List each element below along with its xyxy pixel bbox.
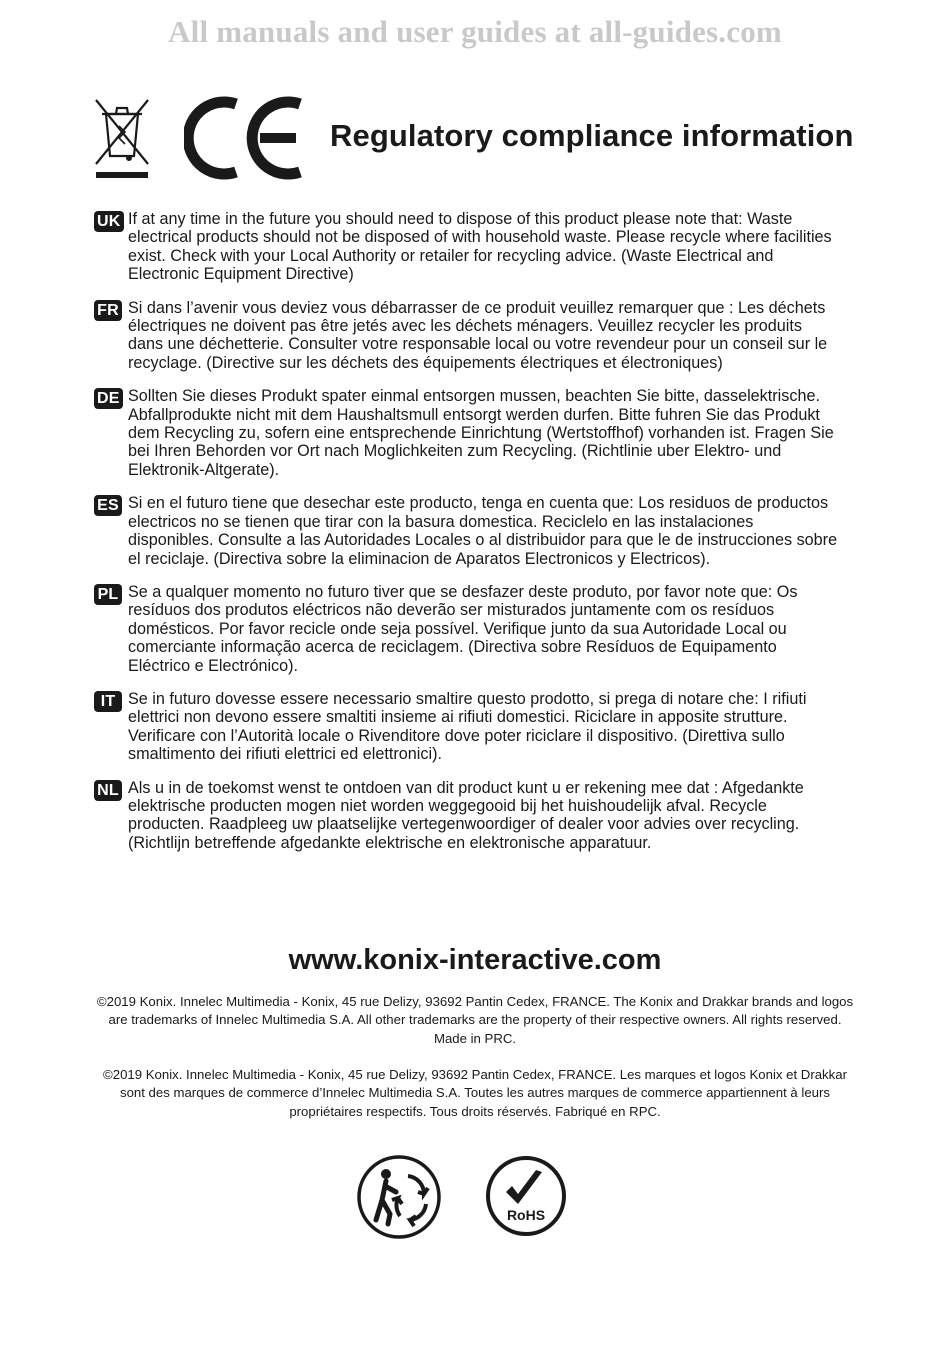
website-url: www.konix-interactive.com [288, 944, 662, 976]
section-fr [94, 299, 839, 373]
header [88, 92, 854, 188]
section-text: Se in futuro dovesse essere necessario smaltire questo prodotto, si prega di notare che: I rifiuti elettrici non devono essere smaltiti insieme ai rifiuti domestici. Riciclare in apposite strutture. Verificare con l’Autorità locale o Rivenditore dove poter riciclare il dispositivo. (Direttiva sullo smaltimento dei rifiuti elettrici ed elettronici). [128, 689, 807, 764]
section-text: Als u in de toekomst wenst te ontdoen van dit product kunt u er rekening mee dat : Afgedankte elektrische producten mogen niet worden weggegooid bij het huishoudelijk afval. Recycle producten. Raadpleeg uw plaatselijke vertegenwoordiger of dealer voor advies over recycling. (Richtlijn betreffende afgedankte elektrische en elektronische apparatuur. [128, 778, 804, 852]
section-text: Si en el futuro tiene que desechar este producto, tenga en cuenta que: Los residuos de productos electricos no se tienen que tirar con la basura domestica. Reciclelo en las instalaciones disponibles. Consulte a las Autoridades Locales o al distribuidor para que le de instrucciones sobre el reciclaje. (Directiva sobre la eliminacion de Aparatos Electronicos y Electricos). [128, 494, 838, 568]
language-badge: FR [94, 300, 122, 321]
section-text: Si dans l’avenir vous deviez vous débarrasser de ce produit veuillez remarquer que : Les déchets électriques ne doivent pas être jetés avec les déchets ménagers. Veuillez recycler les produits dans une déchetterie. Consulter votre responsable local ou votre revendeur pour un conseil sur le recyclage. (Directive sur les déchets des équipements électriques et électroniques) [128, 298, 828, 372]
section-text: Se a qualquer momento no futuro tiver que se desfazer deste produto, por favor note que: Os resíduos dos produtos eléctricos não deverão ser misturados juntamente com os resíduos domésticos. Por favor recicle onde seja possível. Verifique junto da sua Autoridade Local ou comerciante informação acerca de reciclagem. (Directiva sobre Resíduos de Equipamento Eléctrico e Electrónico). [128, 582, 798, 675]
recycle-person-icon [356, 1154, 442, 1240]
section-nl [94, 779, 839, 853]
section-text: Sollten Sie dieses Produkt spater einmal entsorgen mussen, beachten Sie bitte, dasselektrische. Abfallprodukte nicht mit dem Haushaltsmull entsorgt werden durfen. Bitte fuhren Sie das Produkt dem Recycling zu, sofern eine entsprechende Einrichtung (Wertstoffhof) vorhanden ist. Fragen Sie bei Ihren Behorden vor Ort nach Moglichkeiten zum Recycling. (Richtlinie uber Elektro- und Elektronik-Altgerate). [128, 387, 834, 479]
ce-mark-icon [184, 96, 308, 180]
rohs-badge [484, 1154, 568, 1243]
section-uk [94, 210, 839, 284]
section-de [94, 387, 839, 479]
section-es [94, 494, 839, 568]
language-badge: IT [94, 691, 122, 712]
weee-crossed-bin-icon [92, 96, 152, 182]
legal-notice-fr: ©2019 Konix. Innelec Multimedia - Konix, 45 rue Delizy, 93692 Pantin Cedex, FRANCE. Les marques et logos Konix et Drakkar sont des marques de commerce d’Innelec Multimedia S.A. Toutes les autres marques de commerce appartiennent à leurs propriétaires respectifs. Tous droits réservés. Fabriqué en RPC. [103, 1067, 847, 1119]
rohs-label: RoHS [506, 1207, 546, 1223]
compliance-sections [94, 210, 839, 867]
language-badge: PL [94, 584, 122, 605]
rohs-check-icon [484, 1154, 568, 1238]
section-pl [94, 583, 839, 675]
section-it [94, 690, 839, 764]
language-badge: NL [94, 780, 122, 801]
section-text: If at any time in the future you should need to dispose of this product please note that: Waste electrical products should not be disposed of with household waste. Please recycle where facilities exist. Check with your Local Authority or retailer for recycling advice. (Waste Electrical and Electronic Equipment Directive) [128, 210, 832, 284]
watermark: All manuals and user guides at all-guides.com [168, 14, 782, 49]
language-badge: UK [94, 211, 124, 232]
legal-notice-en: ©2019 Konix. Innelec Multimedia - Konix, 45 rue Delizy, 93692 Pantin Cedex, FRANCE. The Konix and Drakkar brands and logos are trademarks of Innelec Multimedia S.A. All other trademarks are the property of their respective owners. All rights reserved. Made in PRC. [96, 994, 854, 1046]
language-badge: DE [94, 388, 123, 409]
language-badge: ES [94, 495, 122, 516]
page-title: Regulatory compliance information [330, 118, 854, 153]
